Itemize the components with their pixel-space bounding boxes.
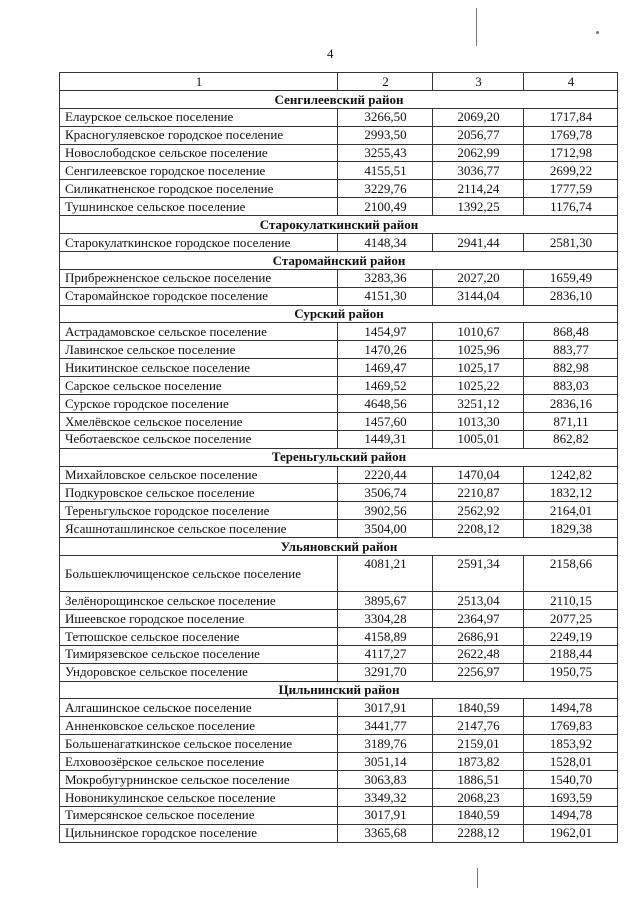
value-col-3: 1010,67 [433,323,524,341]
value-col-2: 3063,83 [338,770,433,788]
table-row [60,520,618,538]
settlement-name: Хмелёвское сельское поселение [60,412,338,430]
table-row [60,466,618,484]
settlement-name: Анненковское сельское поселение [60,717,338,735]
settlement-name: Никитинское сельское поселение [60,359,338,377]
value-col-2: 3365,68 [338,824,433,842]
value-col-2: 3291,70 [338,663,433,681]
value-col-4: 1494,78 [524,806,618,824]
scan-mark-dot [596,31,599,34]
value-col-2: 3902,56 [338,502,433,520]
value-col-4: 1829,38 [524,520,618,538]
value-col-4: 1712,98 [524,144,618,162]
table-row [60,484,618,502]
table-row [60,717,618,735]
table-row [60,556,618,592]
settlement-name: Прибрежненское сельское поселение [60,269,338,287]
district-header-row [60,538,618,556]
value-col-2: 3255,43 [338,144,433,162]
page-number: 4 [327,46,334,61]
value-col-3: 2364,97 [433,609,524,627]
value-col-2: 2993,50 [338,126,433,144]
settlement-name: Силикатненское городское поселение [60,180,338,198]
table-row [60,234,618,252]
value-col-4: 1693,59 [524,788,618,806]
value-col-3: 2068,23 [433,788,524,806]
district-name: Сурский район [60,305,618,323]
table-row [60,806,618,824]
value-col-2: 3051,14 [338,753,433,771]
value-col-2: 3441,77 [338,717,433,735]
value-col-2: 3349,32 [338,788,433,806]
district-name: Сенгилеевский район [60,90,618,108]
value-col-2: 4117,27 [338,645,433,663]
district-header-row [60,305,618,323]
header-col-4: 4 [524,73,618,91]
value-col-2: 1469,47 [338,359,433,377]
value-col-4: 2110,15 [524,592,618,610]
settlement-name: Тереньгульское городское поселение [60,502,338,520]
settlement-name: Сурское городское поселение [60,395,338,413]
settlement-name: Новослободское сельское поселение [60,144,338,162]
table-row [60,144,618,162]
value-col-4: 2581,30 [524,234,618,252]
settlement-table [59,72,618,843]
value-col-3: 2210,87 [433,484,524,502]
value-col-2: 1454,97 [338,323,433,341]
value-col-2: 3189,76 [338,735,433,753]
scan-mark-top [476,8,477,46]
value-col-3: 1025,22 [433,377,524,395]
value-col-4: 868,48 [524,323,618,341]
value-col-2: 3283,36 [338,269,433,287]
value-col-3: 2114,24 [433,180,524,198]
value-col-3: 2069,20 [433,108,524,126]
value-col-3: 1013,30 [433,412,524,430]
header-col-3: 3 [433,73,524,91]
table-row [60,126,618,144]
header-col-2: 2 [338,73,433,91]
table-row [60,108,618,126]
value-col-2: 4151,30 [338,287,433,305]
value-col-3: 1392,25 [433,198,524,216]
value-col-3: 1840,59 [433,806,524,824]
value-col-2: 3017,91 [338,806,433,824]
value-col-3: 2941,44 [433,234,524,252]
table-row [60,341,618,359]
table-row [60,699,618,717]
district-name: Старокулаткинский район [60,216,618,234]
value-col-4: 1540,70 [524,770,618,788]
value-col-2: 3304,28 [338,609,433,627]
value-col-2: 3229,76 [338,180,433,198]
settlement-name: Михайловское сельское поселение [60,466,338,484]
table-row [60,323,618,341]
value-col-3: 1873,82 [433,753,524,771]
settlement-name: Алгашинское сельское поселение [60,699,338,717]
table-row [60,377,618,395]
table-row [60,753,618,771]
settlement-name: Астрадамовское сельское поселение [60,323,338,341]
value-col-4: 1769,78 [524,126,618,144]
value-col-3: 3251,12 [433,395,524,413]
value-col-4: 2077,25 [524,609,618,627]
value-col-3: 3144,04 [433,287,524,305]
value-col-3: 1470,04 [433,466,524,484]
settlement-name: Старомайнское городское поселение [60,287,338,305]
table-row [60,395,618,413]
value-col-2: 3266,50 [338,108,433,126]
value-col-4: 871,11 [524,412,618,430]
settlement-name: Подкуровское сельское поселение [60,484,338,502]
value-col-2: 4648,56 [338,395,433,413]
settlement-name: Мокробугурнинское сельское поселение [60,770,338,788]
value-col-4: 883,03 [524,377,618,395]
table-row [60,162,618,180]
value-col-2: 1449,31 [338,430,433,448]
value-col-4: 883,77 [524,341,618,359]
settlement-name: Елховоозёрское сельское поселение [60,753,338,771]
value-col-4: 1769,83 [524,717,618,735]
district-name: Цильнинский район [60,681,618,699]
value-col-4: 2188,44 [524,645,618,663]
value-col-4: 1494,78 [524,699,618,717]
value-col-4: 882,98 [524,359,618,377]
settlement-name: Лавинское сельское поселение [60,341,338,359]
value-col-3: 1025,96 [433,341,524,359]
table-row [60,502,618,520]
value-col-3: 1886,51 [433,770,524,788]
table-row [60,180,618,198]
value-col-3: 2513,04 [433,592,524,610]
settlement-name: Тимирязевское сельское поселение [60,645,338,663]
header-col-1: 1 [60,73,338,91]
district-header-row [60,681,618,699]
table-row [60,198,618,216]
value-col-2: 4148,34 [338,234,433,252]
value-col-4: 2249,19 [524,627,618,645]
value-col-3: 2256,97 [433,663,524,681]
value-col-4: 862,82 [524,430,618,448]
table-row [60,287,618,305]
settlement-name: Большенагаткинское сельское поселение [60,735,338,753]
district-name: Старомайнский район [60,251,618,269]
value-col-4: 2164,01 [524,502,618,520]
value-col-3: 2159,01 [433,735,524,753]
value-col-2: 3895,67 [338,592,433,610]
settlement-name: Тимерсянское сельское поселение [60,806,338,824]
district-header-row [60,448,618,466]
value-col-3: 2056,77 [433,126,524,144]
value-col-2: 2220,44 [338,466,433,484]
value-col-3: 1025,17 [433,359,524,377]
settlement-name: Новоникулинское сельское поселение [60,788,338,806]
value-col-4: 1832,12 [524,484,618,502]
scan-mark-bottom [477,868,478,888]
value-col-4: 2836,16 [524,395,618,413]
value-col-2: 3504,00 [338,520,433,538]
table-row [60,592,618,610]
settlement-name: Елаурское сельское поселение [60,108,338,126]
settlement-name: Красногуляевское городское поселение [60,126,338,144]
value-col-3: 2591,34 [433,556,524,592]
value-col-2: 1470,26 [338,341,433,359]
header-row [60,73,618,91]
table-row [60,645,618,663]
settlement-name: Сенгилеевское городское поселение [60,162,338,180]
table-row [60,627,618,645]
value-col-2: 3017,91 [338,699,433,717]
table-row [60,824,618,842]
settlement-name: Ясашноташлинское сельское поселение [60,520,338,538]
value-col-4: 1777,59 [524,180,618,198]
value-col-4: 1962,01 [524,824,618,842]
value-col-4: 1528,01 [524,753,618,771]
settlement-name: Цильнинское городское поселение [60,824,338,842]
table-row [60,609,618,627]
settlement-name: Большеключищенское сельское поселение [60,556,338,592]
value-col-3: 1005,01 [433,430,524,448]
district-name: Тереньгульский район [60,448,618,466]
value-col-4: 2836,10 [524,287,618,305]
table-body [60,90,618,842]
district-header-row [60,216,618,234]
district-header-row [60,251,618,269]
table-row [60,359,618,377]
value-col-4: 1242,82 [524,466,618,484]
value-col-3: 2208,12 [433,520,524,538]
value-col-2: 4081,21 [338,556,433,592]
value-col-3: 2147,76 [433,717,524,735]
settlement-name: Сарское сельское поселение [60,377,338,395]
value-col-2: 2100,49 [338,198,433,216]
settlement-name: Тетюшское сельское поселение [60,627,338,645]
value-col-2: 3506,74 [338,484,433,502]
settlement-name: Ундоровское сельское поселение [60,663,338,681]
table-row [60,269,618,287]
table-row [60,412,618,430]
settlement-name: Ишеевское городское поселение [60,609,338,627]
value-col-4: 1176,74 [524,198,618,216]
value-col-4: 1659,49 [524,269,618,287]
settlement-name: Зелёнорощинское сельское поселение [60,592,338,610]
value-col-2: 1469,52 [338,377,433,395]
table-row [60,430,618,448]
settlement-name: Тушнинское сельское поселение [60,198,338,216]
value-col-4: 2158,66 [524,556,618,592]
settlement-name: Старокулаткинское городское поселение [60,234,338,252]
value-col-3: 2027,20 [433,269,524,287]
value-col-3: 2062,99 [433,144,524,162]
value-col-3: 2288,12 [433,824,524,842]
value-col-3: 2562,92 [433,502,524,520]
value-col-4: 2699,22 [524,162,618,180]
value-col-3: 3036,77 [433,162,524,180]
table-row [60,770,618,788]
table-row [60,788,618,806]
table-row [60,663,618,681]
settlement-name: Чеботаевское сельское поселение [60,430,338,448]
value-col-2: 1457,60 [338,412,433,430]
value-col-2: 4155,51 [338,162,433,180]
value-col-4: 1853,92 [524,735,618,753]
value-col-4: 1950,75 [524,663,618,681]
value-col-4: 1717,84 [524,108,618,126]
district-header-row [60,90,618,108]
district-name: Ульяновский район [60,538,618,556]
value-col-3: 2622,48 [433,645,524,663]
value-col-3: 1840,59 [433,699,524,717]
value-col-2: 4158,89 [338,627,433,645]
value-col-3: 2686,91 [433,627,524,645]
table-row [60,735,618,753]
